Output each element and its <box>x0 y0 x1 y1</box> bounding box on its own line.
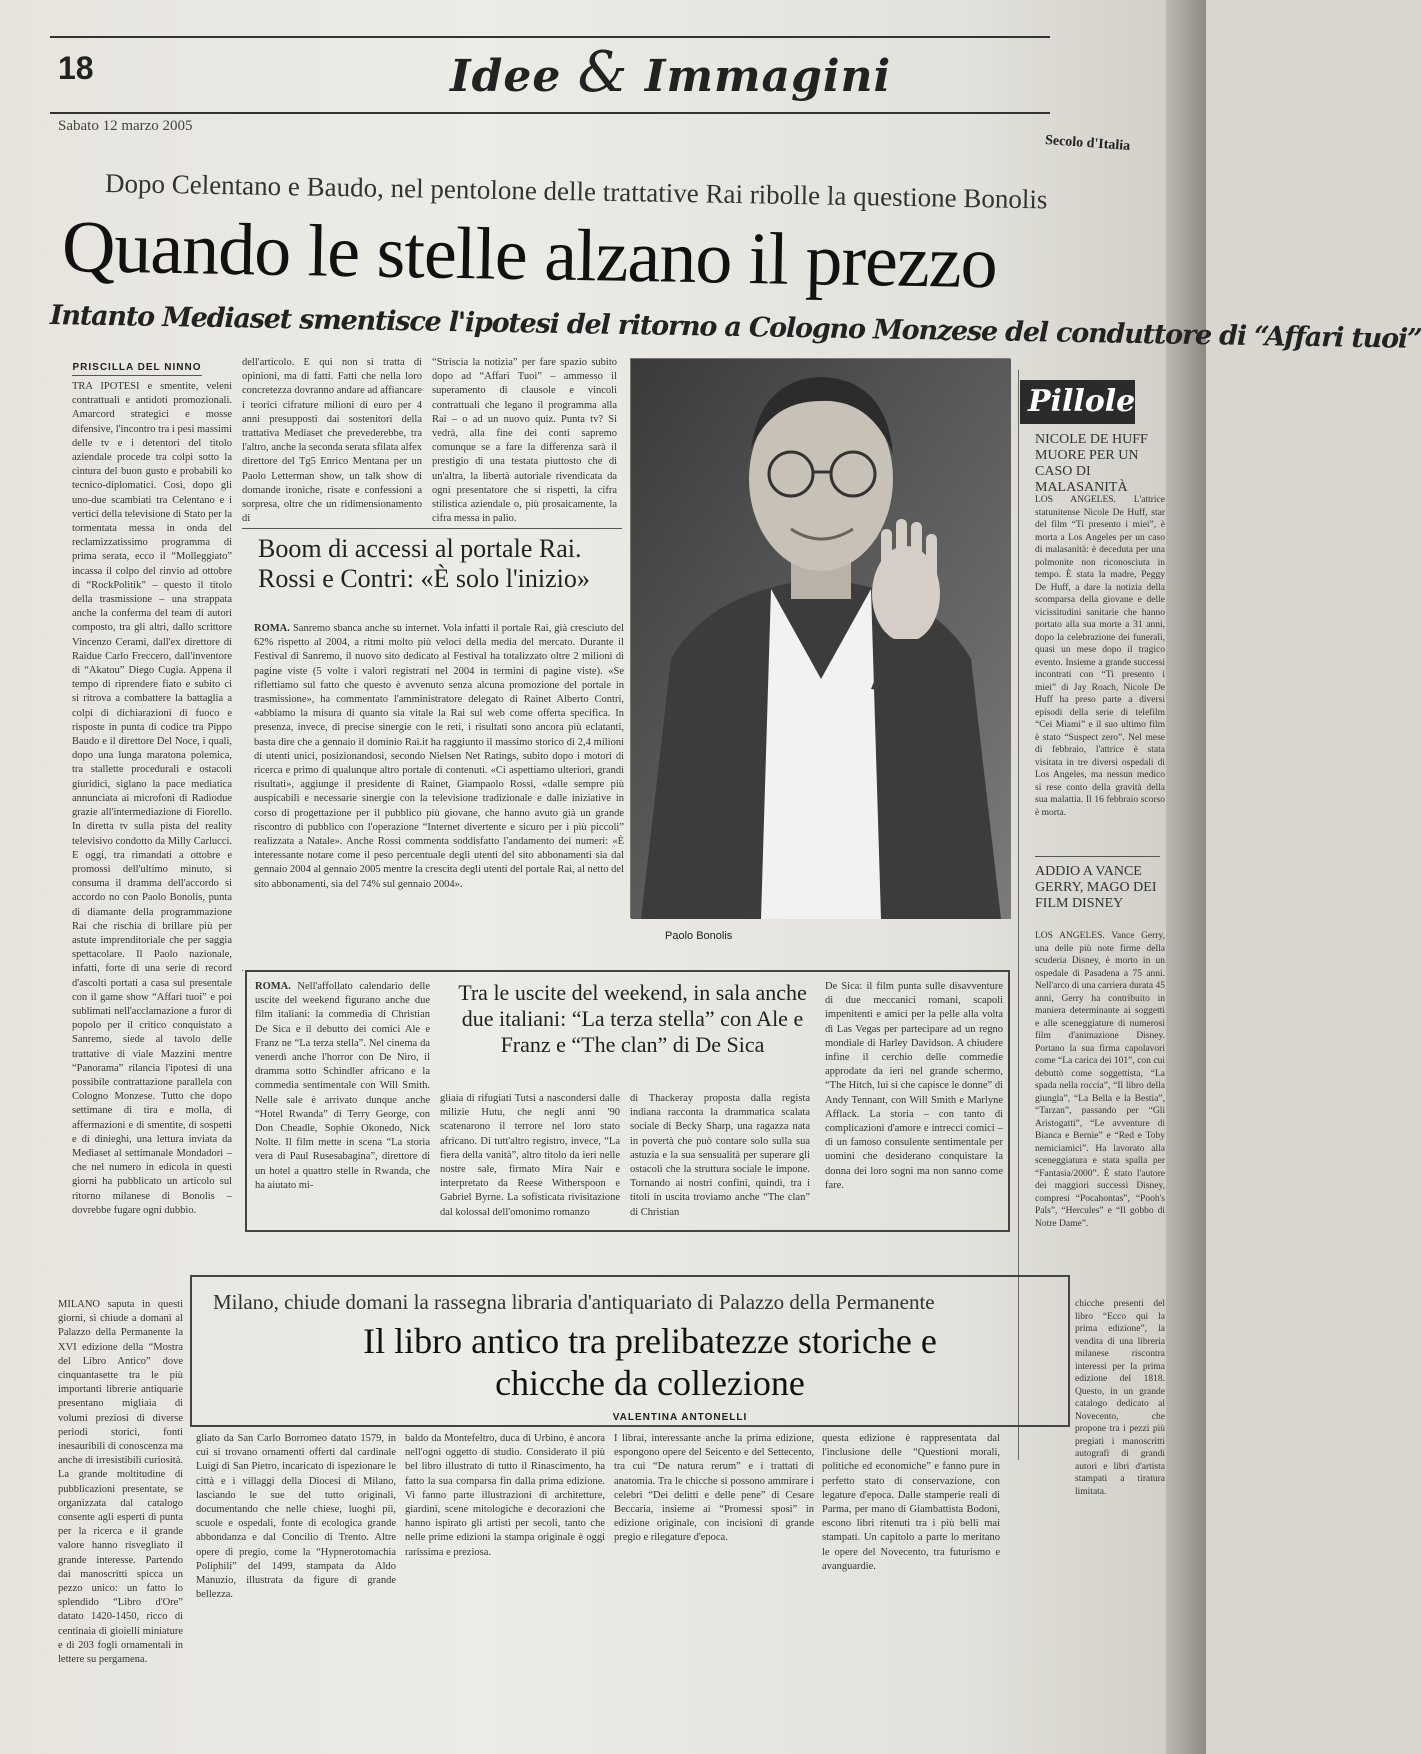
photo-caption: Paolo Bonolis <box>665 930 733 942</box>
antiquariato-left-col-text: MILANO saputa in questi giorni, si chiude a domani al Palazzo della Permanente la XVI edizione della “Mostra del Libro Antico” dove cinquantasette tra le più importanti librerie antiquarie presentano migliaia di volumi preziosi di diverse periodi storici, fonti inesauribili di conoscenza ma anche di irresistibili curiosità. La grande moltitudine di pubblicazioni presentate, se organizzata dal catalogo consente agli esperti di punta per la ricerca e il grande valore hanno risvegliato il grande interesse. Partendo dai manoscritti spicca un pezzo unico: un fatto lo splendido “Libro d'Ore” datato 1420-1450, ricco di centinaia di gioielli miniature e di 203 fogli ornamentali in lettere su pergamena. <box>58 1299 183 1666</box>
masthead-name: Secolo d'Italia <box>1044 133 1131 154</box>
antiquariato-right-col-text: chicche presenti del libro “Ecco qui la prima edizione”, la vendita di una libreria milanese riscontra interessi per la prima edizione del 1818. Questo, in un grande catalogo dedicato al Novecento, che propone tra i pezzi più pregiati i manoscritti autografi di grandi autori e libri d'artista stampati a tiratura limitata. <box>1075 1299 1165 1497</box>
pillole-item2-headline: ADDIO A VANCE GERRY, MAGO DEI FILM DISNEY <box>1035 864 1157 911</box>
cinema-col-3-text: di Thackeray proposta dalla regista indiana racconta la drammatica scalata sociale di Becky Sharp, una ragazza nata in povertà che può contare solo sulla sua astuzia e la sua sensualità per superare gli ostacoli che la struttura sociale le impone. Tornando ai nostri confini, quindi, tra i titoli in uscita troviamo anche “The clan” di Christian <box>630 1093 810 1218</box>
pillole-title: Pillole <box>1020 380 1135 424</box>
section-title <box>450 40 891 105</box>
rai-body <box>254 622 624 912</box>
rai-dateline: ROMA. <box>254 623 290 634</box>
cinema-col-3 <box>630 1092 810 1227</box>
antiquariato-left-col <box>58 1298 183 1738</box>
rai-box-top-rule <box>242 528 622 529</box>
main-col-1-text: TRA IPOTESI e smentite, veleni contrattuali e antidoti promozionali. Amarcord strategici e mosse difensive, l'incontro tra i pesi massimi delle tv e i detentori del titolo aziendale procede tra colpi sotto la cintura del buon gusto e probabili ko tecnico-diplomatici. Così, dopo gli uno-due scambiati tra Celentano e i vertici della televisione di Stato per la tormentata messa in onda del reclamizzatissimo programma di prima serata, ecco il “Molleggiato” incassa il colpo del rinvio ad ottobre di “RockPolitik” – questo il titolo della trasmissione – una strappata anche la conferma del team di autori composto, tra gli altri, dallo scrittore Vincenzo Cerami, dall'ex direttore di Raidue Carlo Freccero, dall'inventore di “Akatou” Diego Cugia. Appena il tempo di riprendere fiato e subito ci si ritrova a combattere la battaglia a colpi di dichiarazioni di fuoco e risposte in punta di codice tra Pippo Baudo e il direttore Del Noce, i quali, dopo una lunga maratona polemica, tra stallette procedurali e ostacoli giuridici, siglano la pace mediatica annunciata ai microfoni di Radiodue grazie all'intermediazione di Fiorello. In diretta tv sulla pista del reality televisivo condotto da Milly Carlucci. E oggi, tra rimandati a ottobre e promossi dell'ultimo minuto, si consuma il dramma dell'accordo si accordo no con Paolo Bonolis, punta di diamante della programmazione Rai che rischia di brillare più per astute imprenditoriale che per saggia spettacolare. Il Paolo nazionale, infatti, forte di una serie di record d'ascolti portati a casa sul presentale con il game show “Affari tuoi” e poi sublimati nell'acclamazione a furor di popolo per il critico conquistato a Sanremo, siede al tavolo delle trattative di viale Mazzini mentre “Panorama” rilancia l'ipotesi di una possibile contrattazione parallela con Cologno Monzese. Tutto che dopo settimane di tira e molla, di affermazioni e di smentite, di sospetti e di dinieghi, una lettura inviata da Mediaset al settimanale Mondadori – che nel numero in edicola in questi giorni ha pubblicato un articolo sul ritorno milanese di Bonolis – dovrebbe fugare ogni dubbio. <box>72 381 232 1216</box>
main-col-2 <box>242 356 422 525</box>
antiquariato-col-3 <box>614 1432 814 1737</box>
rai-body-text: Sanremo sbanca anche su internet. Vola infatti il portale Rai, già cresciuto del 62% rispetto al 2004, a ritmi molto più veloci della media del mercato. Durante il Festival di Sanremo, il nuovo sito dedicato al Festival ha totalizzato oltre 2 milioni di pagine viste (5 volte i valori registrati nel 2004 in termini di pagine viste). «Se riflettiamo sul fatto che questo è avvenuto senza alcuna promozione del portale in trasmissione», ha commentato l'amministratore delegato di Rainet Alberto Contri, «abbiamo la misura di quanto sia vitale la Rai sul web come offerta specifica. In presenza, invece, di precise sinergie con le reti, i risultati sono ancora più eclatanti, basta dire che a gennaio il dominio Rai.it ha raggiunto il massimo storico di 2,4 milioni di utenti unici, posizionandosi, secondo Nielsen Net Ratings, subito dopo i motori di ricerca e primo di qualunque altro portale di contenuti. «Ci aspettiamo ulteriori, grandi risultati», aggiunge il presidente di Rainet, Giampaolo Rossi, «dalle sempre più auspicabili e necessarie sinergie con la televisione tradizionale e dalle iniziative in corso di progettazione per il pubblico più giovane, che hanno avuto già un grande riscontro di pubblico con l'operazione “Internet divertente e sicuro per i più piccoli” realizzata a Natale». Anche Rossi commenta soddisfatto l'andamento dei numeri: «È interessante notare come il peso percentuale degli utenti del sito abbonamenti sia dal gennaio 2004 al gennaio 2005 mentre la crescita degli utenti del portale Rai, al netto del sito abbonamenti, sia del 74% sul gennaio 2004». <box>254 623 625 890</box>
cinema-col-1 <box>255 980 430 1225</box>
top-rule <box>50 36 1050 38</box>
cinema-col-4-text: De Sica: il film punta sulle disavventure di due meccanici romani, scapoli impenitenti e amici per la pelle alla volta di Las Vegas per partecipare ad un regno mondiale di Harley Davidson. A chiudere infine il cerchio delle commedie approdate da ieri nel grande schermo, “The Hitch, lui sì che capisce le donne” di Andy Tennant, con Will Smith e Marlyne Afflack. La storia – con tanto di complicazioni d'amore e intrecci comici – di un famoso consulente sentimentale per uomini che desiderano conquistare la donna dei loro sogni ma non sanno come fare. <box>825 981 1003 1191</box>
antiquariato-byline: VALENTINA ANTONELLI <box>560 1412 800 1426</box>
antiquariato-col-4-text: questa edizione è rappresentata dal l'inclusione delle “Questioni morali, politiche ed economiche” e fanno pure in perfetto stato di conservazione, con legature d'epoca. Dalle stamperie reali di Parma, per mano di Giambattista Bodoni, escono libri ritenuti tra i più belli mai stampati. Un capitolo a parte lo meritano le opere del Novecento, tra futurismo e avanguardie. <box>822 1433 1000 1572</box>
antiquariato-col-1-text: gliato da San Carlo Borromeo datato 1579, in cui si trovano ornamenti offerti dal cardinale Luigi di San Pietro, incaricato di ispezionare le città e i villaggi della Diocesi di Milano, lasciando le sue del tutto originali, documentando che nelle chiese, luoghi pii, scuole e ospedali, fonte di ecologica grande abbondanza e dal Concilio di Trento. Altre opere di pregio, come la “Hypnerotomachia Poliphili” del 1499, stampata da Aldo Manuzio, illustrata da figure di grande bellezza. <box>196 1433 396 1601</box>
page-spine-shadow <box>1166 0 1206 1754</box>
pillole-item1-text: LOS ANGELES. L'attrice statunitense Nicole De Huff, star del film “Ti presento i miei”, è morta a Los Angeles per un caso di malasanità: è deceduta per una polmonite non riconosciuta in tempo. È stata la madre, Peggy De Huff, a dare la notizia della scomparsa della giovane e delle vicissitudini sanitarie che hanno portato alla sua morte a 31 anni, dopo la celebrazione dei funerali, quasi un mese dopo il tragico evento. Insieme a grande successi incontrati con “Ti presento i miei” di Jay Roach, Nicole De Huff ha preso parte a diversi episodi della serie di telefilm “Cei Miami” e il suo ultimo film è stato “Suspect zero”. Nel mese di febbraio, l'attrice è stata visitata in tre diversi ospedali di Los Angeles, ma nessun medico si rese conto della gravità della sua malattia. Il 16 febbraio scorso è morta. <box>1035 495 1165 818</box>
main-col-1 <box>72 380 232 1216</box>
pillole-item2-text: LOS ANGELES. Vance Gerry, una delle più note firme della scuderia Disney, è morto in un ospedale di Pasadena a 75 anni. Nell'arco di una carriera durata 45 anni, Gerry ha contribuito in maniera determinante ai soggetti e alle sceneggiature di numerosi film d'animazione Disney. Portano la sua firma capolavori come “La carica dei 101”, con cui debuttò come soggettista, “La spada nella roccia”, “Il libro della giungla”, “La Bella e la Bestia”, “Tarzan”, passando per “Gli Aristogatti”, “Le avventure di Bianca e Bernie” e “Red e Toby nemiciamici”. Ha lavorato alla sceneggiatura e stata spalla per “Fantasia/2000”. È stato l'autore dei maggiori successi Disney, compresi “Pocahontas”, “Pooh's Pals”, “Hercules” e “Il gobbo di Notre Dame”. <box>1035 931 1165 1229</box>
pillole-divider <box>1035 856 1160 857</box>
photo-illustration <box>631 359 1011 919</box>
main-byline: PRISCILLA DEL NINNO <box>72 362 202 376</box>
cinema-col-2 <box>440 1092 620 1227</box>
antiquariato-col-4 <box>822 1432 1000 1737</box>
antiquariato-right-col <box>1075 1298 1165 1738</box>
divider <box>242 970 243 971</box>
antiquariato-col-2-text: baldo da Montefeltro, duca di Urbino, è ancora nell'ogni oggetto di studio. Considerato il più bel libro illustrato di tutto il Rinascimento, ha fatto la sua comparsa fin dalla prima edizione. Vi fanno parte illustrazioni di architetture, giardini, scene mitologiche e decorazioni che hanno ispirato gli artisti per secoli, tanto che nelle prime edizioni la stampa originale è oggi rarissima e preziosa. <box>405 1433 605 1558</box>
page-number: 18 <box>58 50 94 86</box>
main-kicker: Dopo Celentano e Baudo, nel pentolone delle trattative Rai ribolle la questione Bonolis <box>104 168 1048 215</box>
main-subhead: Intanto Mediaset smentisce l'ipotesi del ritorno a Cologno Monzese del conduttore di “Affari tuoi” <box>49 300 1422 355</box>
pillole-item1-headline: NICOLE DE HUFF MUORE PER UN CASO DI MALASANITÀ <box>1035 432 1148 495</box>
cinema-col-4 <box>825 980 1003 1225</box>
issue-date: Sabato 12 marzo 2005 <box>58 118 193 134</box>
rai-headline: Boom di accessi al portale Rai. Rossi e Contri: «È solo l'inizio» <box>258 534 590 593</box>
photo-paolo-bonolis <box>630 358 1010 918</box>
section-title-amp: & <box>577 40 629 105</box>
header-rule <box>50 112 1050 114</box>
section-title-part1: Idee <box>450 51 562 102</box>
main-headline: Quando le stelle alzano il prezzo <box>61 206 998 305</box>
antiquariato-col-2 <box>405 1432 605 1737</box>
main-col-3 <box>432 356 617 525</box>
main-col-3-text: “Striscia la notizia” per fare spazio subito dopo ad “Affari Tuoi” – ammesso il superamento di clausole e vincoli contrattuali che legano il programma alla Rai – o ad un nuovo quiz. Punta tv? Si vedrà, alla fine dei conti sapremo comunque se a fare la differenza sarà il prestigio di una testata piuttosto che di un'altra, la libertà autoriale rivendicata da ogni presentatore che si rispetti, la cifra stilistica aziendale o, più prosaicamente, la cifra messa in palio. <box>432 357 617 525</box>
cinema-headline: Tra le uscite del weekend, in sala anche due italiani: “La terza stella” con Ale e Franz e “The clan” di De Sica <box>458 980 807 1057</box>
pillole-item1-body <box>1035 494 1165 844</box>
cinema-col-2-text: gliaia di rifugiati Tutsi a nascondersi dalle milizie Hutu, che negli anni '90 scatenarono il terrore nel loro stato africano. Di tutt'altro registro, invece, “La fiera della vanità”, altro titolo da ieri nelle nostre sale, firmato Mira Nair e interpretato da Reese Witherspoon e Gabriel Byrne. La sofisticata rivisitazione dal kolossal dell'omonimo romanzo <box>440 1093 620 1218</box>
section-title-part2: Immagini <box>644 51 892 102</box>
cinema-col-1-text: Nell'affollato calendario delle uscite del weekend figurano anche due film italiani: la commedia di Christian De Sica e il debutto dei comici Ale e Franz ne “La terza stella”. Nel cinema da venerdì anche l'horror con De Niro, il dramma sotto Schindler africano e la commedia sentimentale con Will Smith. Nelle sale è arrivato dunque anche “Hotel Rwanda” di Terry George, con Don Cheadle, Sophie Okonedo, Nick Nolte. Il film mette in scena “La storia vera di Paul Rusesabagina”, direttore di un hotel a quattro stelle in Rwanda, che ha aiutato mi- <box>255 981 430 1191</box>
antiquariato-kicker: Milano, chiude domani la rassegna libraria d'antiquariato di Palazzo della Permanente <box>213 1290 935 1314</box>
antiquariato-col-3-text: I librai, interessante anche la prima edizione, espongono opere del Seicento e del Settecento, tra cui “De natura rerum” e i trattati di anatomia. Tra le chicche si possono ammirare i celebri “Dei delitti e delle pene” di Cesare Beccaria, insieme ai “Promessi sposi” in edizione originale, con incisioni di grande pregio e rilegature d'epoca. <box>614 1433 814 1544</box>
main-col-2-text: dell'articolo. E qui non si tratta di opinioni, ma di fatti. Fatti che nella loro concretezza dovranno andare ad affiancare i teorici cifrature milioni di euro per 4 anni presupposti dai sostenitori della trattativa Mediaset che prevederebbe, tra l'altro, anche la seconda serata sfilata alfex direttore del Tg5 Enrico Mentana per un Paolo Letterman show, un talk show di domande ironiche, risate e confessioni a sorpresa, oltre che un ridimensionamento di <box>242 357 422 525</box>
antiquariato-headline: Il libro antico tra prelibatezze storiche e chicche da collezione <box>363 1321 937 1403</box>
antiquariato-col-1 <box>196 1432 396 1737</box>
cinema-dateline: ROMA. <box>255 981 291 992</box>
